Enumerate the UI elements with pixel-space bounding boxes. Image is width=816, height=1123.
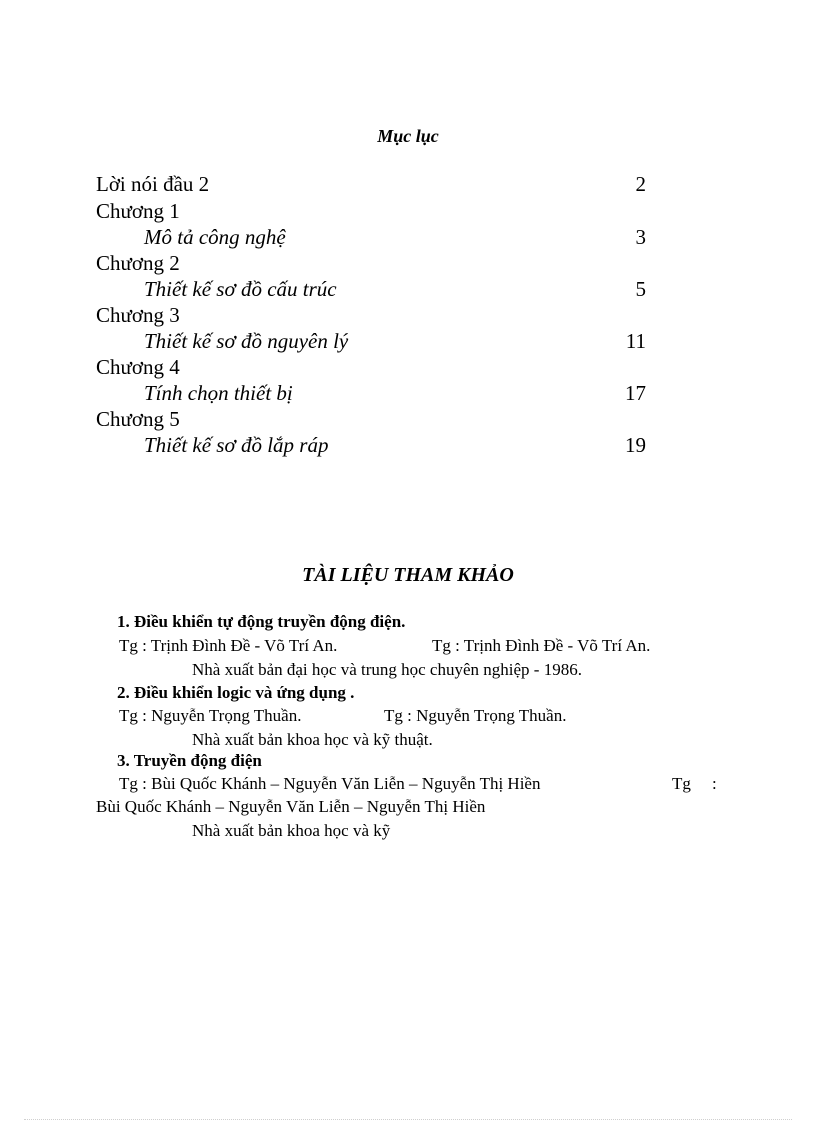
reference-2-publisher: Nhà xuất bản khoa học và kỹ thuật. [192,730,433,749]
reference-1-author: Tg : Trịnh Đình Đề - Võ Trí An. [119,636,338,655]
toc-entry-chapter-3: Thiết kế sơ đồ nguyên lý [144,329,349,353]
reference-3-author-repeat: Bùi Quốc Khánh – Nguyễn Văn Liễn – Nguyễn Thị Hiền [96,797,486,816]
toc-entry-chapter-2: Thiết kế sơ đồ cấu trúc [144,277,337,301]
reference-3-author-colon: : [712,774,717,793]
toc-chapter-3: Chương 3 [96,303,180,327]
toc-page-chapter-4: 17 [625,381,646,405]
toc-entry-chapter-1: Mô tả công nghệ [144,225,286,249]
toc-entry-preface: Lời nói đầu 2 [96,172,210,196]
toc-page-preface: 2 [635,172,646,196]
toc-entry-chapter-5: Thiết kế sơ đồ lắp ráp [144,433,329,457]
reference-2-author-repeat: Tg : Nguyễn Trọng Thuần. [384,706,567,725]
toc-page-chapter-3: 11 [625,329,646,353]
toc-page-chapter-5: 19 [625,433,646,457]
reference-1-title: 1. Điều khiển tự động truyền động điện. [117,612,406,631]
toc-chapter-4: Chương 4 [96,355,180,379]
reference-3-title: 3. Truyền động điện [117,751,262,770]
reference-1-publisher: Nhà xuất bản đại học và trung học chuyên nghiệp - 1986. [192,660,582,679]
toc-chapter-1: Chương 1 [96,199,180,223]
reference-3-author: Tg : Bùi Quốc Khánh – Nguyễn Văn Liễn – Nguyễn Thị Hiền [119,774,541,793]
reference-3-author-prefix: Tg [672,774,691,793]
reference-2-author: Tg : Nguyễn Trọng Thuần. [119,706,302,725]
reference-2-title: 2. Điều khiển logic và ứng dụng . [117,683,355,702]
page-bottom-border [24,1119,792,1120]
toc-chapter-5: Chương 5 [96,407,180,431]
toc-entry-chapter-4: Tính chọn thiết bị [144,381,293,405]
reference-3-publisher: Nhà xuất bản khoa học và kỹ [192,821,391,840]
toc-chapter-2: Chương 2 [96,251,180,275]
references-title: TÀI LIỆU THAM KHẢO [302,564,514,586]
toc-page-chapter-1: 3 [635,225,646,249]
reference-1-author-repeat: Tg : Trịnh Đình Đề - Võ Trí An. [432,636,651,655]
toc-page-chapter-2: 5 [635,277,646,301]
toc-title: Mục lục [377,126,439,146]
